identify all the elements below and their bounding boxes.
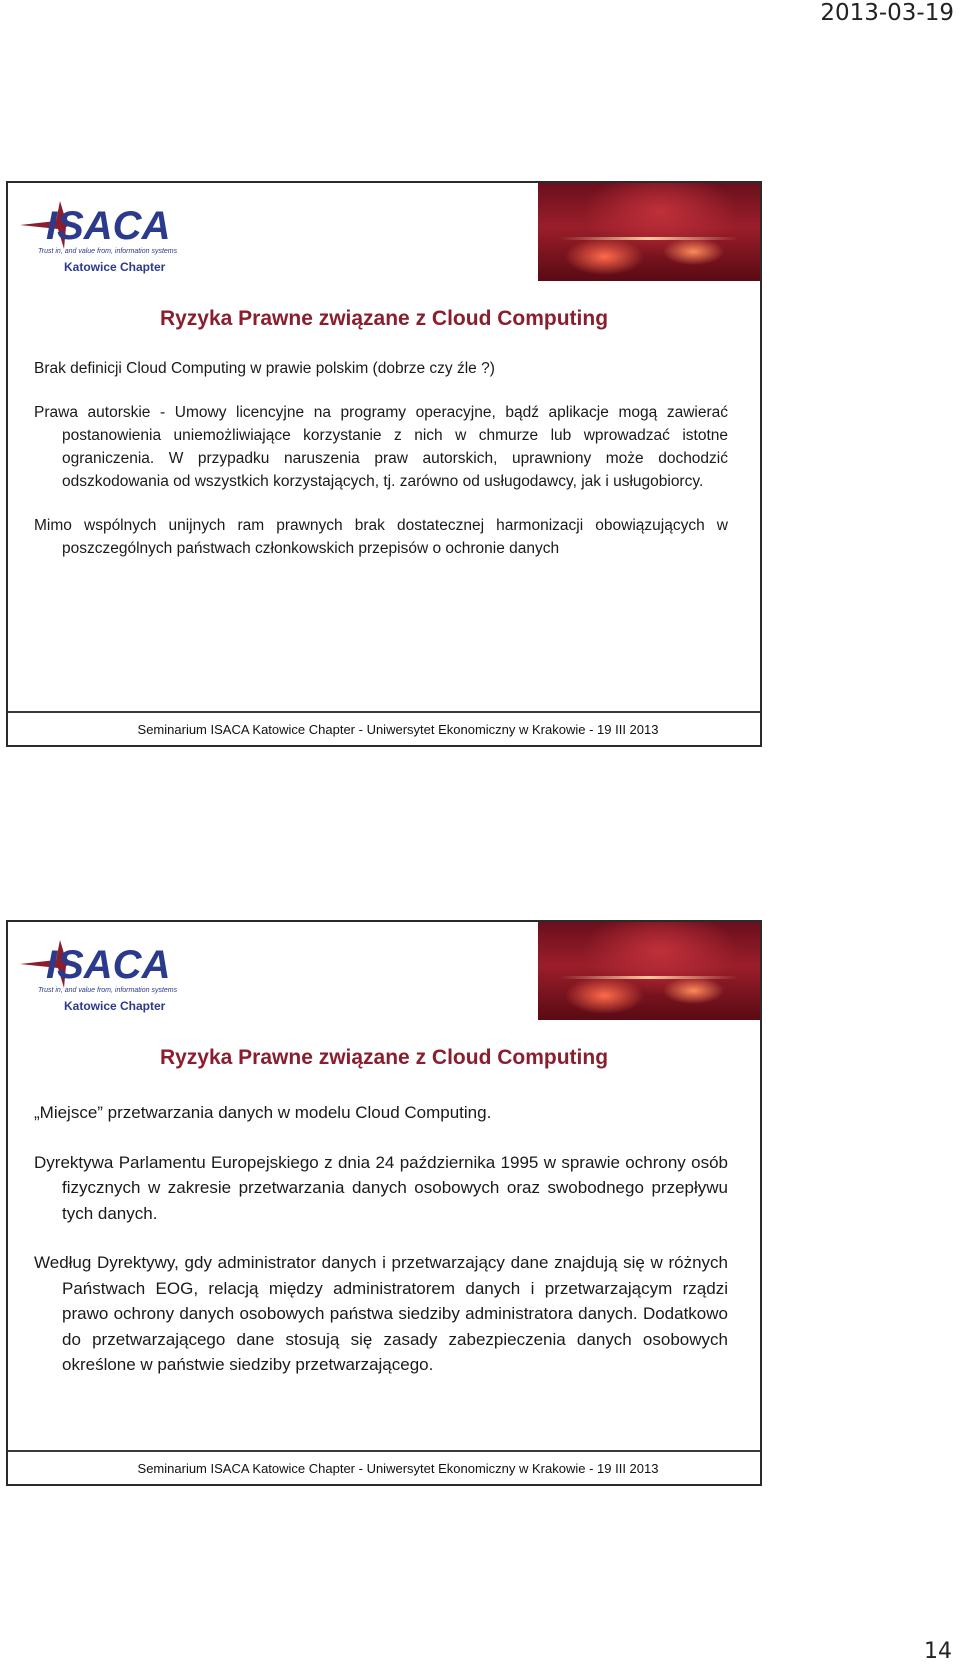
banner-light	[560, 237, 738, 240]
footer-divider	[8, 1450, 760, 1452]
isaca-logo	[16, 930, 206, 1016]
paragraph: Prawa autorskie - Umowy licencyjne na programy operacyjne, bądź aplikacje mogą zawierać postanowienia uniemożliwiające korzystanie z nich w chmurze lub wprowadzać istotne ograniczenia. W przypadku naruszenia praw autorskich, uprawniony może dochodzić odszkodowania od wszystkich korzystających, tj. zarówno od usługodawcy, jak i usługobiorcy.	[34, 404, 728, 490]
paragraph: Mimo wspólnych unijnych ram prawnych brak dostatecznej harmonizacji obowiązujących w poszczególnych państwach członkowskich przepisów o ochronie danych	[34, 517, 728, 557]
header-banner-image	[538, 922, 760, 1020]
paragraph: Według Dyrektywy, gdy administrator danych i przetwarzający dane znajdują się w różnych Państwach EOG, relacją między administratorem danych i przetwarzającym rządzi prawo ochrony danych osobowych państwa siedziby administratora danych. Dodatkowo do przetwarzającego dane stosują się zasady zabezpieczenia danych osobowych określone w państwie siedziby przetwarzającego.	[34, 1253, 728, 1374]
logo-name: ISACA	[46, 204, 171, 248]
slide-1	[6, 181, 762, 747]
slide-footer: Seminarium ISACA Katowice Chapter - Uniwersytet Ekonomiczny w Krakowie - 19 III 2013	[137, 722, 659, 737]
logo-chapter: Katowice Chapter	[64, 999, 166, 1013]
footer-divider	[8, 711, 760, 713]
header-banner-image	[538, 183, 760, 281]
logo-tagline: Trust in, and value from, information systems	[38, 987, 178, 994]
page-number: 14	[924, 1639, 952, 1664]
slide-title: Ryzyka Prawne związane z Cloud Computing	[159, 307, 609, 330]
paragraph: „Miejsce” przetwarzania danych w modelu Cloud Computing.	[34, 1103, 492, 1122]
logo-tagline: Trust in, and value from, information systems	[38, 248, 178, 255]
slide-title: Ryzyka Prawne związane z Cloud Computing	[159, 1046, 609, 1069]
slide-header	[8, 922, 760, 1022]
isaca-logo	[16, 191, 206, 277]
slide-footer: Seminarium ISACA Katowice Chapter - Uniwersytet Ekonomiczny w Krakowie - 19 III 2013	[137, 1461, 659, 1476]
page-date: 2013-03-19	[820, 0, 954, 26]
slide-content	[34, 1100, 728, 1402]
paragraph: Brak definicji Cloud Computing w prawie polskim (dobrze czy źle ?)	[34, 360, 495, 377]
slide-header	[8, 183, 760, 283]
logo-name: ISACA	[46, 943, 171, 987]
logo-chapter: Katowice Chapter	[64, 260, 166, 274]
slide-2	[6, 920, 762, 1486]
banner-light	[560, 976, 738, 979]
slide-content	[34, 357, 728, 581]
paragraph: Dyrektywa Parlamentu Europejskiego z dnia 24 października 1995 w sprawie ochrony osób fizycznych w zakresie przetwarzania danych osobowych oraz swobodnego przepływu tych danych.	[34, 1152, 728, 1223]
